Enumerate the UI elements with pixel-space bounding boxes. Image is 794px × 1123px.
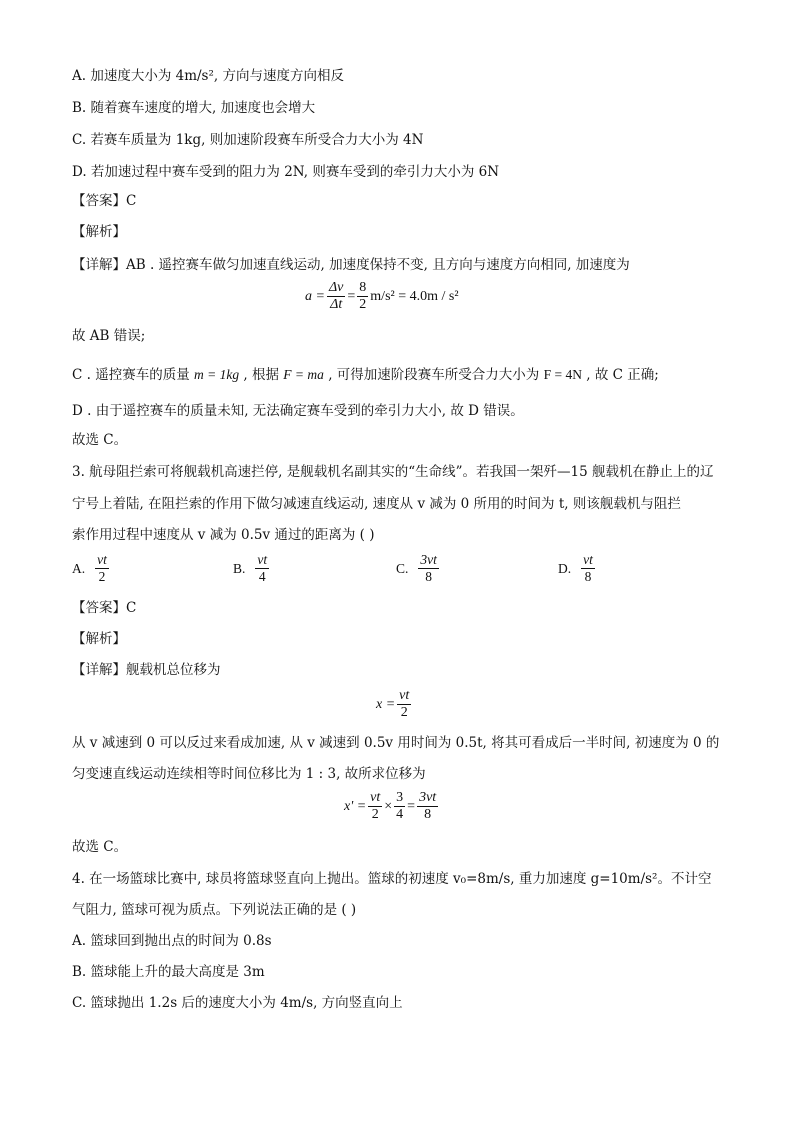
denominator: Δt [330,297,343,312]
q2-answer: 【答案】C [72,193,137,209]
fraction-vt-2 [397,688,411,721]
option-fraction [255,552,269,585]
q3-explanation-line2: 匀变速直线运动连续相等时间位移比为 1 : 3, 故所求位移为 [72,766,426,782]
q2-acceleration-equation [305,280,459,313]
denominator: 2 [359,297,367,312]
text: C . 遥控赛车的质量 [72,367,190,383]
eq-sign: = [407,798,416,814]
q3-option-d [558,552,597,585]
q3-option-a [72,552,111,585]
q2-c-explanation [72,366,659,384]
text: , 可得加速阶段赛车所受合力大小为 [328,367,540,383]
fraction-8-2 [357,280,368,313]
q3-explanation-line1: 从 v 减速到 0 可以反过来看成加速, 从 v 减速到 0.5v 用时间为 0.5t, 将其可看成后一半时间, 初速度为 0 的 [72,735,720,751]
eq-lhs: x' = [344,798,367,814]
numerator: vt [370,790,381,805]
q4-stem-line2: 气阻力, 篮球可视为质点。下列说法正确的是 ( ) [72,902,357,918]
q3-option-b [233,552,271,585]
q2-ab-conclusion: 故 AB 错误; [72,328,146,344]
fraction-vt-2 [368,790,382,823]
q3-stem-line3: 索作用过程中速度从 v 减为 0.5v 通过的距离为 ( ) [72,527,375,543]
newton-formula: F = ma [283,367,324,382]
numerator: Δv [328,280,344,295]
eq-sign: = [347,288,356,304]
text: , 根据 [243,367,279,383]
q2-option-d: D. 若加速过程中赛车受到的阻力为 2N, 则赛车受到的牵引力大小为 6N [72,164,500,180]
fraction-dv-dt [327,280,345,313]
option-label: B. [233,560,246,576]
denominator: 4 [396,807,404,822]
q3-stem-line1: 3. 航母阻拦索可将舰载机高速拦停, 是舰载机名副其实的“生命线”。若我国一架歼—15 舰载机在静止上的辽 [72,464,714,480]
q3-detail: 【详解】舰载机总位移为 [72,662,221,678]
q3-choose: 故选 C。 [72,839,128,855]
eq-tail: m/s² = 4.0m / s² [370,288,459,304]
option-fraction [581,552,595,585]
numerator: vt [399,688,410,703]
eq-lhs: a = [305,288,325,304]
q3-analysis-heading: 【解析】 [72,631,126,647]
fraction-3-4 [394,790,405,823]
numerator: vt [97,552,107,567]
numerator: vt [583,552,593,567]
q3-option-c [396,552,441,585]
q3-displacement-equation [344,790,440,823]
denominator: 8 [584,569,592,584]
q3-total-displacement-equation [376,688,413,721]
option-label: A. [72,560,86,576]
option-fraction [95,552,109,585]
q3-stem-line2: 宁号上着陆, 在阻拦索的作用下做匀减速直线运动, 速度从 v 减为 0 所用的时间为 t, 则该舰载机与阻拦 [72,496,681,512]
option-fraction [418,552,439,585]
q2-analysis-heading: 【解析】 [72,224,126,240]
times-sign: × [384,798,393,814]
numerator: vt [257,552,268,567]
q2-option-a: A. 加速度大小为 4m/s², 方向与速度方向相反 [72,68,344,84]
denominator: 4 [258,569,266,584]
denominator: 2 [98,569,106,584]
q2-detail: 【详解】AB . 遥控赛车做匀加速直线运动, 加速度保持不变, 且方向与速度方向相同, 加速度为 [72,257,630,273]
denominator: 2 [371,807,379,822]
option-label: D. [558,560,572,576]
q2-option-b: B. 随着赛车速度的增大, 加速度也会增大 [72,100,316,116]
text: , 故 C 正确; [586,367,659,383]
q2-d-explanation: D . 由于遥控赛车的质量未知, 无法确定赛车受到的牵引力大小, 故 D 错误。 [72,403,524,419]
q3-answer: 【答案】C [72,600,137,616]
numerator: 3vt [419,790,437,805]
q2-option-c: C. 若赛车质量为 1kg, 则加速阶段赛车所受合力大小为 4N [72,132,424,148]
numerator: 3vt [420,552,437,567]
q4-option-a: A. 篮球回到抛出点的时间为 0.8s [72,933,272,949]
numerator: 8 [359,280,367,295]
q4-option-b: B. 篮球能上升的最大高度是 3m [72,964,265,980]
force-value: F = 4N [543,367,582,382]
denominator: 2 [400,705,408,720]
denominator: 8 [425,569,433,584]
eq-lhs: x = [376,696,396,712]
mass-formula: m = 1kg [194,367,240,382]
numerator: 3 [396,790,404,805]
q2-choose: 故选 C。 [72,432,128,448]
denominator: 8 [424,807,432,822]
q4-stem-line1: 4. 在一场篮球比赛中, 球员将篮球竖直向上抛出。篮球的初速度 v₀=8m/s, 重力加速度 g=10m/s²。不计空 [72,871,712,887]
q4-option-c: C. 篮球抛出 1.2s 后的速度大小为 4m/s, 方向竖直向上 [72,995,403,1011]
option-label: C. [396,560,409,576]
fraction-3vt-8 [417,790,438,823]
